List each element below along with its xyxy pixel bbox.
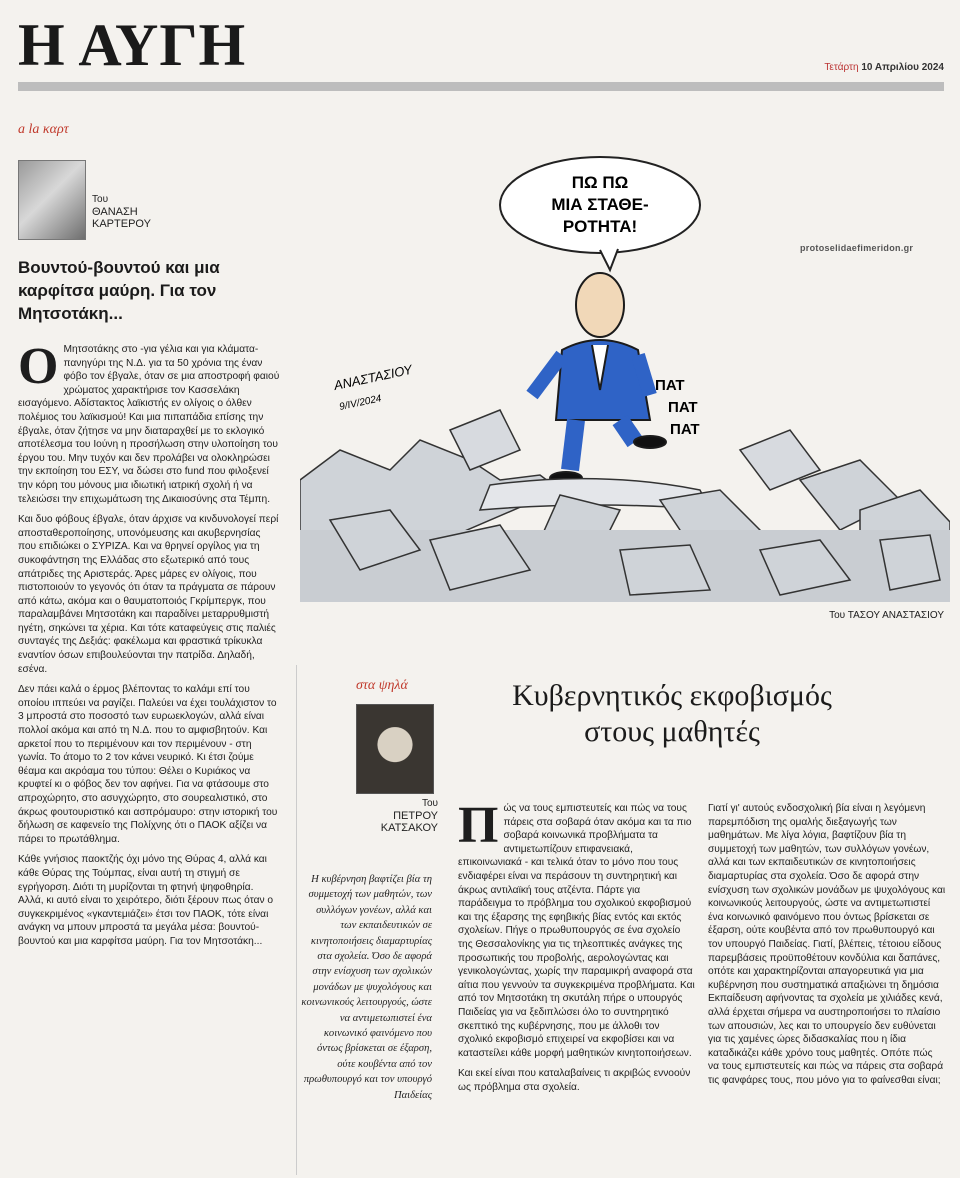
cartoon-signature: ΑΝΑΣΤΑΣΙΟΥ xyxy=(332,361,414,393)
byline-left xyxy=(92,194,151,230)
headline-right xyxy=(452,678,892,750)
headline-line-2: στους μαθητές xyxy=(584,715,760,748)
pull-quote: Η κυβέρνηση βαφτίζει βία τη συμμετοχή των μαθητών, των συλλόγων γονέων, αλλά και των εκπαιδευτικών σε κινητοποιήσεις διαμαρτυρίας στα σχολεία. Όσο δε αφορά στην ενίσχυση των σχολικών μονάδων με ψυχολόγους και κοινωνικούς λειτουργούς, ώστε να αντιμετωπιστεί ένα κοινωνικό φαινόμενο που όντως βρίσκεται σε έξαρση, ούτε κουβέντα από τον πρωθυπουργό και τον υπουργό Παιδείας xyxy=(301,874,432,1101)
paragraph: Και δυο φόβους έβγαλε, όταν άρχισε να κινδυνολογεί περί αποσταθεροποίησης, υπονόμευσης και ακυβερνησίας που επιδιώκει ο ΣΥΡΙΖΑ. Και να θρηνεί οργίλος για τη συκοφάντηση της Ελλάδας στο εξωτερικό από τους απάτριδες της Αριστεράς. Άρες μάρες εν ολίγοις, που πιστοποιούν το γεγονός ότι όταν τα πράγματα σε πάρουν από κάτω, ακόμα και ο θαυματοποιός Γκρίμπεργκ, που παραλαμβάνει Μητσοτάκη και παραδίνει μεταρρυθμιστή ηγέτη, σηκώνει τα χέρια. Και τότε καταφεύγεις στις παλιές συνταγές της Δεξιάς: φακέλωμα και φραστικά τρίκυκλα εναντίον όσων επιβουλεύονται την πατρίδα. Δηλαδή, εσένα. xyxy=(18,514,279,675)
cartoon-sig-date: 9/IV/2024 xyxy=(338,393,383,413)
column-kicker-left: a la καρτ xyxy=(18,122,69,137)
paragraph: Ο Μητσοτάκης στο -για γέλια και για κλάματα- πανηγύρι της Ν.Δ. για τα 50 χρόνια της έναν φόβο τον έβγαλε, όταν σε μια αποστροφή φαιού χρώματος χαρακτήρισε τον Κασσελάκη εισαγόμενο. Αδίστακτος λαϊκιστής εν ολίγοις ο όλθεν πολέμιος του λαϊκισμού! Και μια πιπαπάδια επίσης την έβγαλε, όταν ζήτησε να μην διαταραχθεί με το εκλογικό αποτέλεσμα του Ιούνη η προσήλωση στην υλοποίηση του έργου του. Μην τυχόν και δεν προλάβει να ολοκληρώσει την εκποίηση του ΕΣΥ, να δώσει στο fund που φιλοξενεί την κόρη του μόνους μια ιδιωτική ιατρική σχολή ή να τελειώσει την επιχωμάτωση της Δικαιοσύνης στα Τέμπη. xyxy=(18,338,280,505)
dropcap: Ο xyxy=(18,338,59,395)
paragraph: Και εκεί είναι που καταλαβαίνεις τι ακριβώς εννοούν ως πρόβλημα στα σχολεία. xyxy=(458,1068,691,1093)
political-cartoon xyxy=(300,150,950,602)
dropcap: Π xyxy=(458,797,499,854)
watermark: protoselidaefimeridon.gr xyxy=(800,243,914,253)
article-right-col-1 xyxy=(458,797,696,1101)
byline-prefix: Του xyxy=(92,194,109,205)
bubble-line-3: ΡΟΤΗΤΑ! xyxy=(562,217,638,236)
sfx-pat-3: ΠΑΤ xyxy=(670,421,700,438)
byline-name-last: ΚΑΤΣΑΚΟΥ xyxy=(380,822,438,834)
masthead-logo: Η ΑΥΓΗ xyxy=(18,12,247,78)
column-kicker-right: στα ψηλά xyxy=(356,678,408,693)
headline-left: Βουντού-βουντού και μια καρφίτσα μαύρη. Για τον Μητσοτάκη... xyxy=(18,258,220,323)
cartoon-credit: Του ΤΑΣΟΥ ΑΝΑΣΤΑΣΙΟΥ xyxy=(829,610,944,621)
paragraph: Γιατί γι' αυτούς ενδοσχολική βία είναι η λεγόμενη παρεμπόδιση της ομαλής διεξαγωγής των μαθημάτων. Με λίγα λόγια, βαφτίζουν βία τη συμμετοχή των μαθητών, των συλλόγων γονέων, αλλά και των εκπαιδευτικών σε κινητοποιήσεις διαμαρτυρίας στα σχολεία. Όσο δε αφορά στην ενίσχυση των σχολικών μονάδων με ψυχολόγους και κοινωνικούς λειτουργούς, ώστε να αντιμετωπιστεί ένα κοινωνικό φαινόμενο που όντως βρίσκεται σε έξαρση, ούτε κουβέντα από τον πρωθυπουργό και τον υπουργό Παιδείας. Γιατί, βλέπεις, τέτοιου είδους παρεμβάσεις προϋποθέτουν κονδύλια και δαπάνες, οπότε και χαρακτηρίζονται απαγορευτικά για μια κυβέρνηση που συστηματικά απαξιώνει τη δημόσια Εκπαίδευση αφήνοντας τα σχολεία με χιλιάδες κενά, αλλά έρχεται σήμερα να αυστηροποιήσει το πλαίσιο των απουσιών, λες και το υπουργείο δεν ευθύνεται για τις χαμένες ώρες διδασκαλίας που η ίδια καταδικάζει κάθε χρόνο τους μαθητές. Οπότε πώς να τους εμπιστευτείς και πώς να πάρεις στα σοβαρά τις φανφάρες τους, που μόνο για το φαίνεσθαι είναι; xyxy=(708,803,946,1086)
masthead-rule xyxy=(18,82,944,91)
sfx-pat-1: ΠΑΤ xyxy=(655,377,685,394)
politician-figure xyxy=(532,273,666,484)
author-photo-katsakou xyxy=(356,704,434,794)
author-photo-kartero xyxy=(18,160,86,240)
paragraph: Κάθε γνήσιος παοκτζής όχι μόνο της Θύρας 4, αλλά και κάθε Θύρας της Τούμπας, είναι αυτή τη στιγμή σε εγρήγορση. Διότι τη μυρίζονται τη φτηνή ψηφοθηρία. Αλλά, κι αυτό είναι το χειρότερο, διότι ξέρουν πως όταν ο συγκεκριμένος «γκαντεμιάζει» έτσι τον ΠΑΟΚ, τότε είναι ανάγκη να μπουν μπροστά τα μεγάλα μέσα: βουντού-βουντού και μια καρφίτσα μαύρη. Για τον Μητσοτάκη... xyxy=(18,854,274,947)
byline-prefix: Του xyxy=(421,798,438,809)
headline-line-1: Κυβερνητικός εκφοβισμός xyxy=(512,679,832,712)
byline-name-first: ΘΑΝΑΣΗ xyxy=(92,206,138,218)
sfx-pat-2: ΠΑΤ xyxy=(668,399,698,416)
byline-name-first: ΠΕΤΡΟΥ xyxy=(393,810,438,822)
article-left-body xyxy=(18,338,280,956)
paragraph: Δεν πάει καλά ο έρμος βλέποντας το καλάμι επί του οποίου ιππεύει να ραγίζει. Παλεύει να έχει τουλάχιστον το 3 μπροστά στο ποσοστό των ευρωεκλογών, αλλά είναι πολλοί ακόμα και από τη Ν.Δ. που το αμφισβητούν. Και αρκετοί που το περιμένουν και τον περιμένουν - στη γωνία. Το άτομο το 2 τον κάνει νευρικό. Κι έτσι ζούμε θέαμα και ακρόαμα του τύπου: Θέλει ο Κυριάκος να κρυφτεί κι ο φόβος δεν τον αφήνει. Για να φτάσουμε στο απροχώρητο, στο ασυγχώρητο, στο σουρεαλιστικό, στο άκρως φουτουριστικό και ασπρόμαυρο: στην ιστορική του δήλωση σε καφενείο της Πολίχνης ότι ο ΠΑΟΚ αξίζει να πάρει το πρωτάθλημα. xyxy=(18,684,278,845)
byline-name-last: ΚΑΡΤΕΡΟΥ xyxy=(92,218,151,230)
paragraph: Πώς να τους εμπιστευτείς και πώς να τους πάρεις στα σοβαρά όταν ακόμα και τα πιο σοβαρά κοινωνικά προβλήματα τα αντιμετωπίζουν επιφανειακά, επικοινωνιακά - και τελικά όταν το μόνο που τους ενδιαφέρει είναι να περάσουν τη συντηρητική και άκρως αντιλαϊκή τους ατζέντα. Πάρτε για παράδειγμα το πρόβλημα του σχολικού εκφοβισμού και της έξαρσης της εφηβικής βίας εντός και εκτός σχολείων. Πήγε ο πρωθυπουργός σε ένα σχολείο της Θεσσαλονίκης για τις τηλεοπτικές ανάγκες της προσωπικής του προβολής, αερολογώντας και γενικολογώντας, χωρίς την παραμικρή αναφορά στα αίτια που γεννούν τα συγκεκριμένα προβλήματα. Και από τον Μητσοτάκη τη σκυτάλη πήρε ο υπουργός Παιδείας για να ξεδιπλώσει όλο το συντηρητικό σκεπτικό της κυβέρνησης, που με άλλοθι τον σχολικό εκφοβισμό επιχειρεί να εκφοβίσει και να καταστείλει κάθε μορφή μαθητικών κινητοποιήσεων. xyxy=(458,797,695,1059)
issue-day: Τετάρτη xyxy=(824,62,859,73)
issue-date xyxy=(824,62,944,73)
byline-right xyxy=(356,798,438,834)
column-divider xyxy=(296,665,297,1175)
bubble-line-2: ΜΙΑ ΣΤΑΘΕ- xyxy=(551,195,649,214)
article-right-col-2 xyxy=(708,802,946,1094)
bubble-line-1: ΠΩ ΠΩ xyxy=(571,173,629,192)
issue-date-text: 10 Απριλίου 2024 xyxy=(861,62,944,73)
